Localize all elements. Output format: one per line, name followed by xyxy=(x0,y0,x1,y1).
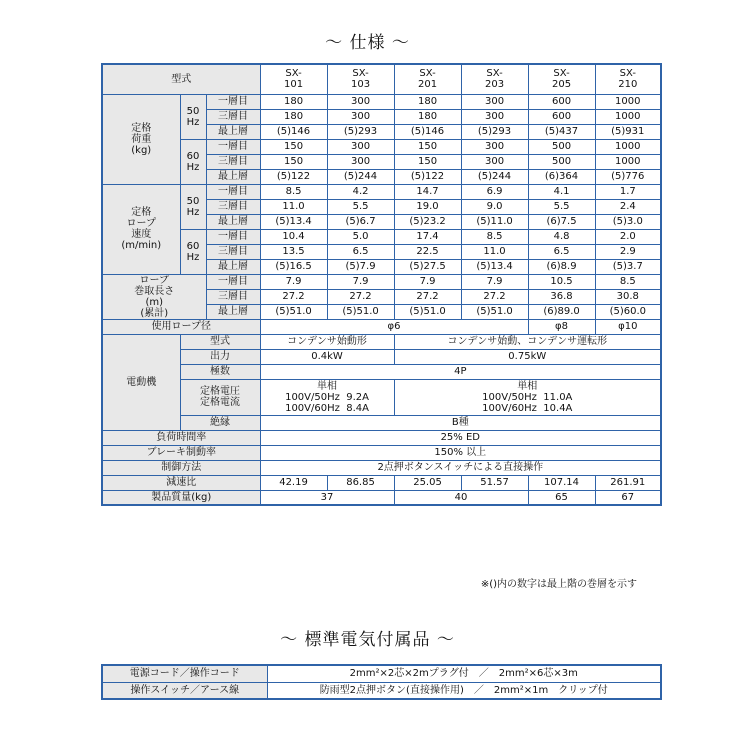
value-cell: 7.9 xyxy=(327,274,394,289)
spec-table xyxy=(101,63,662,506)
table-row xyxy=(102,490,661,505)
value-cell: 150% 以上 xyxy=(260,445,661,460)
value-cell: φ8 xyxy=(528,319,595,334)
value-cell: 1000 xyxy=(595,139,661,154)
value-cell: (5)51.0 xyxy=(327,304,394,319)
value-cell: (5)244 xyxy=(461,169,528,184)
accessory-label: 操作スイッチ／アース線 xyxy=(102,682,267,699)
value-cell: 2.0 xyxy=(595,229,661,244)
value-cell: (5)27.5 xyxy=(394,259,461,274)
value-cell: (6)7.5 xyxy=(528,214,595,229)
value-cell: 5.0 xyxy=(327,229,394,244)
motor-label: 電動機 xyxy=(102,334,180,430)
table-row xyxy=(102,319,661,334)
insulation-label: 絶縁 xyxy=(180,415,260,430)
output-label: 出力 xyxy=(180,349,260,364)
table-row xyxy=(102,364,661,379)
value-cell: コンデンサ始動、コンデンサ運転形 xyxy=(394,334,661,349)
value-cell: (5)437 xyxy=(528,124,595,139)
winding-length-label: ロープ 巻取長さ (m) (累計) xyxy=(102,274,206,319)
value-cell: 150 xyxy=(260,139,327,154)
value-cell: (5)51.0 xyxy=(394,304,461,319)
table-row xyxy=(102,64,661,94)
value-cell: 300 xyxy=(327,154,394,169)
motor-type-label: 型式 xyxy=(180,334,260,349)
value-cell: 1.7 xyxy=(595,184,661,199)
value-cell: (5)11.0 xyxy=(461,214,528,229)
value-cell: 67 xyxy=(595,490,661,505)
model-header: SX- 103 xyxy=(327,64,394,94)
value-cell: 500 xyxy=(528,154,595,169)
table-row xyxy=(102,415,661,430)
value-cell: 180 xyxy=(394,94,461,109)
value-cell: 8.5 xyxy=(461,229,528,244)
value-cell: 150 xyxy=(394,154,461,169)
value-cell: 10.5 xyxy=(528,274,595,289)
rope-diameter-label: 使用ロープ径 xyxy=(102,319,260,334)
layer-label: 最上層 xyxy=(206,169,260,184)
layer-label: 最上層 xyxy=(206,214,260,229)
value-cell: (6)8.9 xyxy=(528,259,595,274)
value-cell: 300 xyxy=(461,139,528,154)
model-label: 型式 xyxy=(102,64,260,94)
value-cell: 8.5 xyxy=(595,274,661,289)
model-header: SX- 101 xyxy=(260,64,327,94)
value-cell: (5)293 xyxy=(461,124,528,139)
value-cell: 40 xyxy=(394,490,528,505)
value-cell: 4P xyxy=(260,364,661,379)
value-cell: 27.2 xyxy=(394,289,461,304)
value-cell: (5)16.5 xyxy=(260,259,327,274)
value-cell: 86.85 xyxy=(327,475,394,490)
value-cell: 0.75kW xyxy=(394,349,661,364)
value-cell: 300 xyxy=(461,154,528,169)
value-cell: 1000 xyxy=(595,109,661,124)
value-cell: (5)60.0 xyxy=(595,304,661,319)
rated-load-label: 定格 荷重 (kg) xyxy=(102,94,180,184)
value-cell: 25% ED xyxy=(260,430,661,445)
footnote: ※()内の数字は最上階の巻層を示す xyxy=(480,579,637,590)
accessory-value: 防雨型2点押ボタン(直接操作用) ／ 2mm²×1m クリップ付 xyxy=(267,682,661,699)
value-cell: 300 xyxy=(327,139,394,154)
value-cell: 8.5 xyxy=(260,184,327,199)
value-cell: (5)13.4 xyxy=(260,214,327,229)
value-cell: コンデンサ始動形 xyxy=(260,334,394,349)
value-cell: 14.7 xyxy=(394,184,461,199)
value-cell: 36.8 xyxy=(528,289,595,304)
duty-label: 負荷時間率 xyxy=(102,430,260,445)
layer-label: 一層目 xyxy=(206,184,260,199)
accessory-value: 2mm²×2芯×2mプラグ付 ／ 2mm²×6芯×3m xyxy=(267,665,661,682)
value-cell: 261.91 xyxy=(595,475,661,490)
voltage-label: 定格電圧 定格電流 xyxy=(180,379,260,415)
accessories-table xyxy=(101,664,662,700)
layer-label: 三層目 xyxy=(206,289,260,304)
frequency-label: 60 Hz xyxy=(180,139,206,184)
value-cell: 300 xyxy=(327,109,394,124)
value-cell: 500 xyxy=(528,139,595,154)
layer-label: 三層目 xyxy=(206,244,260,259)
value-cell: 1000 xyxy=(595,94,661,109)
value-cell: (5)51.0 xyxy=(461,304,528,319)
control-label: 制御方法 xyxy=(102,460,260,475)
value-cell: 25.05 xyxy=(394,475,461,490)
frequency-label: 50 Hz xyxy=(180,184,206,229)
value-cell: 42.19 xyxy=(260,475,327,490)
table-row xyxy=(102,430,661,445)
value-cell: 11.0 xyxy=(461,244,528,259)
value-cell: (5)122 xyxy=(394,169,461,184)
value-cell: 1000 xyxy=(595,154,661,169)
value-cell: (5)51.0 xyxy=(260,304,327,319)
value-cell: 107.14 xyxy=(528,475,595,490)
table-row xyxy=(102,445,661,460)
layer-label: 一層目 xyxy=(206,229,260,244)
value-cell: (5)3.7 xyxy=(595,259,661,274)
layer-label: 最上層 xyxy=(206,304,260,319)
value-cell: 27.2 xyxy=(327,289,394,304)
value-cell: 6.5 xyxy=(327,244,394,259)
value-cell: 13.5 xyxy=(260,244,327,259)
value-cell: 22.5 xyxy=(394,244,461,259)
value-cell: 4.1 xyxy=(528,184,595,199)
value-cell: (5)931 xyxy=(595,124,661,139)
table-row xyxy=(102,94,661,109)
value-cell: (5)293 xyxy=(327,124,394,139)
value-cell: 0.4kW xyxy=(260,349,394,364)
value-cell: (5)3.0 xyxy=(595,214,661,229)
value-cell: 51.57 xyxy=(461,475,528,490)
value-cell: 単相 100V/50Hz 11.0A 100V/60Hz 10.4A xyxy=(394,379,661,415)
value-cell: φ10 xyxy=(595,319,661,334)
mass-label: 製品質量(kg) xyxy=(102,490,260,505)
model-header: SX- 205 xyxy=(528,64,595,94)
table-row xyxy=(102,274,661,289)
value-cell: 150 xyxy=(260,154,327,169)
layer-label: 最上層 xyxy=(206,124,260,139)
model-header: SX- 201 xyxy=(394,64,461,94)
layer-label: 三層目 xyxy=(206,109,260,124)
value-cell: 17.4 xyxy=(394,229,461,244)
value-cell: 5.5 xyxy=(528,199,595,214)
table-row xyxy=(102,349,661,364)
value-cell: (6)364 xyxy=(528,169,595,184)
value-cell: 600 xyxy=(528,94,595,109)
value-cell: 7.9 xyxy=(461,274,528,289)
value-cell: 65 xyxy=(528,490,595,505)
value-cell: 7.9 xyxy=(394,274,461,289)
value-cell: 300 xyxy=(461,109,528,124)
brake-label: ブレーキ制動率 xyxy=(102,445,260,460)
layer-label: 一層目 xyxy=(206,94,260,109)
value-cell: 27.2 xyxy=(260,289,327,304)
value-cell: 30.8 xyxy=(595,289,661,304)
value-cell: (5)244 xyxy=(327,169,394,184)
value-cell: 4.8 xyxy=(528,229,595,244)
value-cell: φ6 xyxy=(260,319,528,334)
value-cell: (5)6.7 xyxy=(327,214,394,229)
value-cell: (5)776 xyxy=(595,169,661,184)
table-row xyxy=(102,682,661,699)
value-cell: 6.5 xyxy=(528,244,595,259)
value-cell: 11.0 xyxy=(260,199,327,214)
layer-label: 最上層 xyxy=(206,259,260,274)
accessory-label: 電源コード／操作コード xyxy=(102,665,267,682)
table-row xyxy=(102,665,661,682)
value-cell: (5)13.4 xyxy=(461,259,528,274)
table-row xyxy=(102,379,661,415)
value-cell: B種 xyxy=(260,415,661,430)
layer-label: 一層目 xyxy=(206,274,260,289)
value-cell: 180 xyxy=(260,109,327,124)
value-cell: (5)146 xyxy=(260,124,327,139)
value-cell: (5)122 xyxy=(260,169,327,184)
value-cell: 300 xyxy=(461,94,528,109)
rated-speed-label: 定格 ロープ 速度 (m/min) xyxy=(102,184,180,274)
value-cell: 4.2 xyxy=(327,184,394,199)
layer-label: 三層目 xyxy=(206,199,260,214)
poles-label: 極数 xyxy=(180,364,260,379)
value-cell: 37 xyxy=(260,490,394,505)
value-cell: 5.5 xyxy=(327,199,394,214)
value-cell: 2.4 xyxy=(595,199,661,214)
table-row xyxy=(102,229,661,244)
value-cell: 150 xyxy=(394,139,461,154)
value-cell: 600 xyxy=(528,109,595,124)
value-cell: 180 xyxy=(260,94,327,109)
frequency-label: 50 Hz xyxy=(180,94,206,139)
value-cell: 単相 100V/50Hz 9.2A 100V/60Hz 8.4A xyxy=(260,379,394,415)
model-header: SX- 210 xyxy=(595,64,661,94)
value-cell: 300 xyxy=(327,94,394,109)
value-cell: (6)89.0 xyxy=(528,304,595,319)
value-cell: (5)23.2 xyxy=(394,214,461,229)
reduction-label: 減速比 xyxy=(102,475,260,490)
layer-label: 一層目 xyxy=(206,139,260,154)
spec-title: ～ 仕様 ～ xyxy=(325,33,410,53)
table-row xyxy=(102,334,661,349)
table-row xyxy=(102,475,661,490)
table-row xyxy=(102,460,661,475)
value-cell: 180 xyxy=(394,109,461,124)
value-cell: (5)7.9 xyxy=(327,259,394,274)
table-row xyxy=(102,184,661,199)
accessories-title: ～ 標準電気付属品 ～ xyxy=(280,630,455,650)
value-cell: 2点押ボタンスイッチによる直接操作 xyxy=(260,460,661,475)
value-cell: 19.0 xyxy=(394,199,461,214)
frequency-label: 60 Hz xyxy=(180,229,206,274)
value-cell: 7.9 xyxy=(260,274,327,289)
value-cell: 27.2 xyxy=(461,289,528,304)
value-cell: 10.4 xyxy=(260,229,327,244)
table-row xyxy=(102,139,661,154)
value-cell: (5)146 xyxy=(394,124,461,139)
value-cell: 6.9 xyxy=(461,184,528,199)
value-cell: 9.0 xyxy=(461,199,528,214)
value-cell: 2.9 xyxy=(595,244,661,259)
layer-label: 三層目 xyxy=(206,154,260,169)
model-header: SX- 203 xyxy=(461,64,528,94)
